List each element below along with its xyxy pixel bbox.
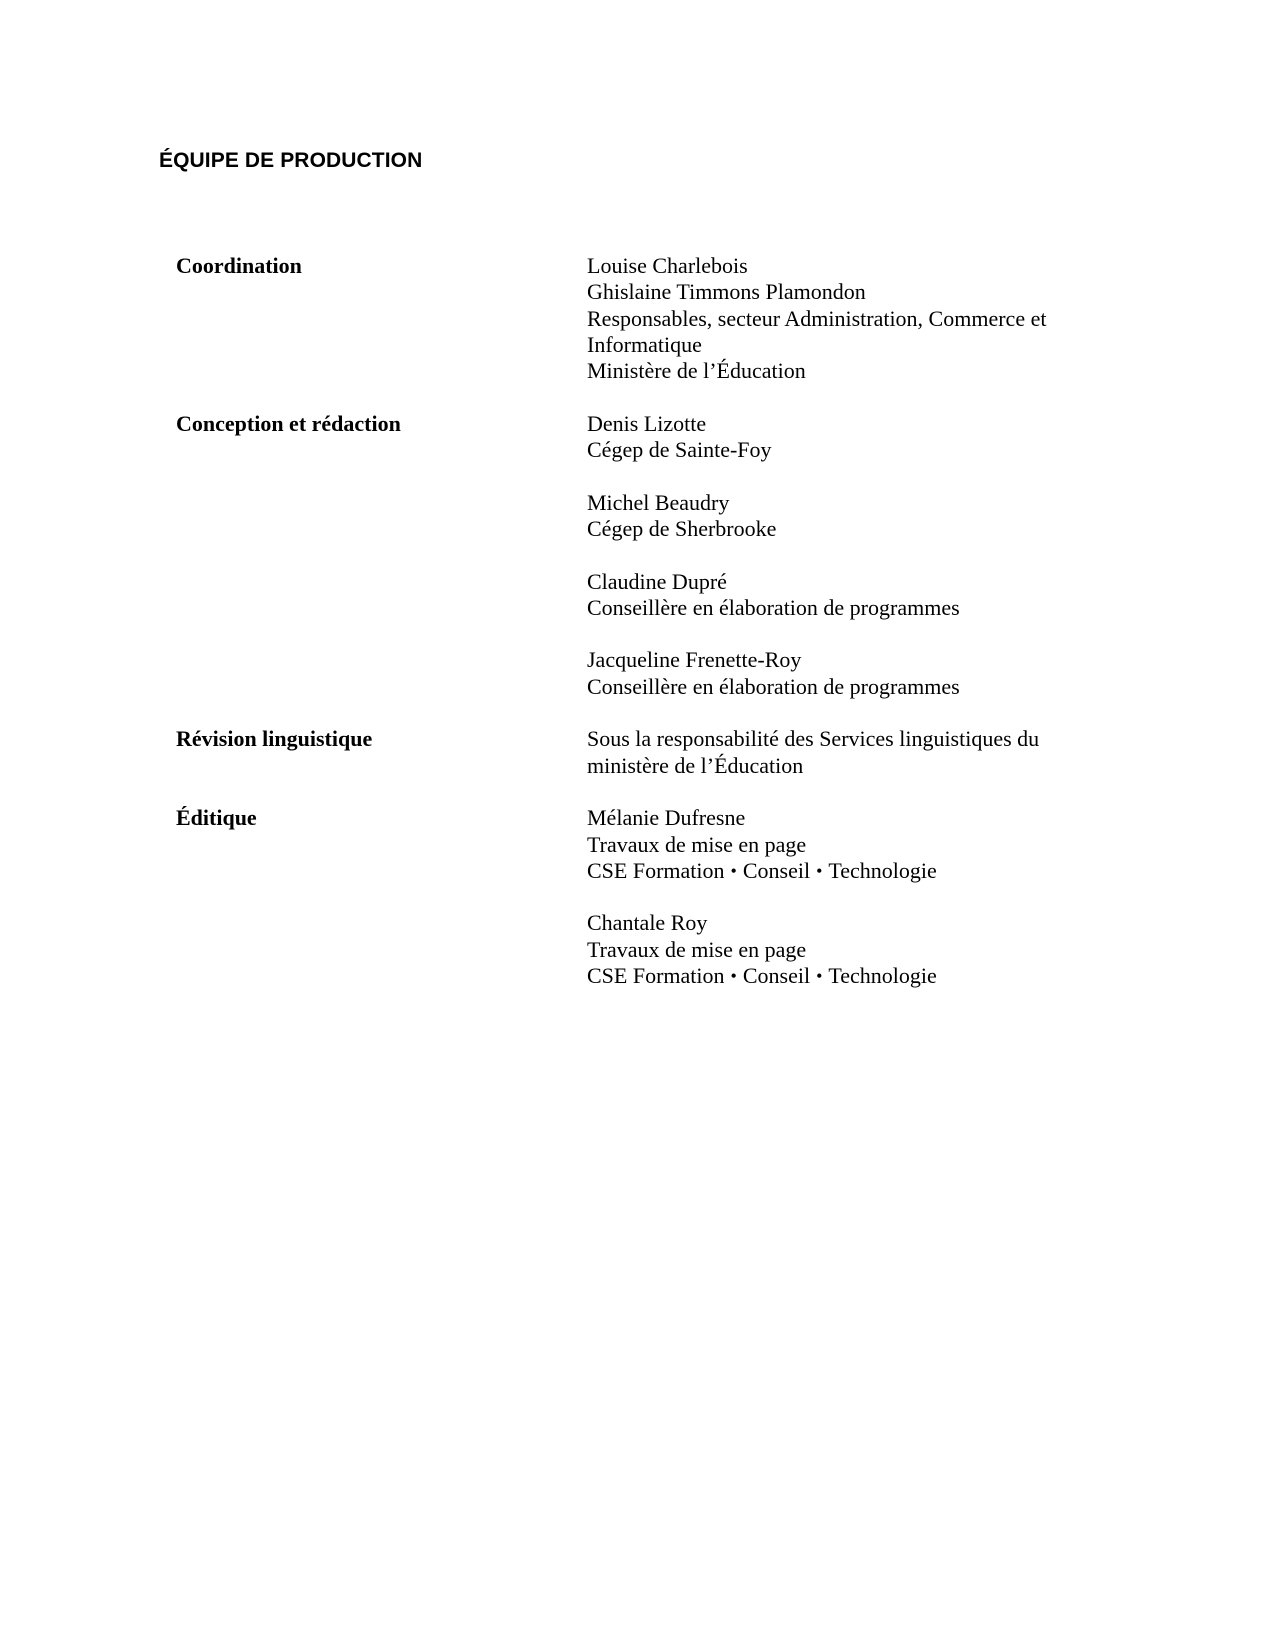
credit-entries bbox=[587, 253, 1096, 384]
person-name: Mélanie Dufresne bbox=[587, 805, 746, 831]
bullet-separator: • bbox=[730, 860, 737, 881]
credit-entry bbox=[587, 411, 1096, 464]
credit-entries bbox=[587, 805, 1096, 989]
credit-section-editique bbox=[176, 805, 1096, 989]
person-name: Chantale Roy bbox=[587, 910, 708, 936]
page-title: ÉQUIPE DE PRODUCTION bbox=[159, 149, 423, 172]
org-part: Technologie bbox=[828, 857, 937, 883]
role-label: Éditique bbox=[176, 805, 257, 831]
person-name: Jacqueline Frenette-Roy bbox=[587, 647, 802, 673]
credit-section-conception bbox=[176, 411, 1096, 700]
organization-line bbox=[587, 858, 1096, 884]
organization-line bbox=[587, 963, 1096, 989]
org-part: Conseil bbox=[742, 857, 811, 883]
person-name: Denis Lizotte bbox=[587, 410, 707, 436]
bullet-separator: • bbox=[730, 966, 737, 987]
org-part: Conseil bbox=[742, 963, 811, 989]
role-label: Conception et rédaction bbox=[176, 410, 401, 436]
credit-entry bbox=[587, 726, 1096, 779]
person-name: Louise Charlebois bbox=[587, 253, 748, 278]
affiliation-line: Ministère de l’Éducation bbox=[587, 358, 806, 384]
credit-entry bbox=[587, 805, 1096, 884]
org-part: CSE Formation bbox=[587, 963, 725, 989]
affiliation-line: Responsables, secteur Administration, Commerce et Informatique bbox=[587, 305, 1047, 357]
credit-entry bbox=[587, 569, 1096, 622]
credit-section-coordination bbox=[176, 253, 1096, 384]
person-name: Michel Beaudry bbox=[587, 489, 730, 515]
bullet-separator: • bbox=[816, 966, 823, 987]
affiliation-line: Conseillère en élaboration de programmes bbox=[587, 673, 960, 699]
credit-entry bbox=[587, 253, 1096, 384]
credit-entry bbox=[587, 910, 1096, 989]
bullet-separator: • bbox=[816, 860, 823, 881]
role-label: Révision linguistique bbox=[176, 726, 373, 752]
credit-entries bbox=[587, 411, 1096, 700]
credit-entry bbox=[587, 647, 1096, 700]
affiliation-line: Cégep de Sainte-Foy bbox=[587, 437, 772, 463]
affiliation-line: Cégep de Sherbrooke bbox=[587, 515, 777, 541]
affiliation-line: Conseillère en élaboration de programmes bbox=[587, 594, 960, 620]
org-part: CSE Formation bbox=[587, 857, 725, 883]
credits-list bbox=[176, 253, 1096, 1016]
org-part: Technologie bbox=[828, 963, 937, 989]
affiliation-line: Travaux de mise en page bbox=[587, 936, 807, 962]
credit-entries bbox=[587, 726, 1096, 779]
role-label: Coordination bbox=[176, 253, 302, 278]
person-name: Ghislaine Timmons Plamondon bbox=[587, 279, 866, 305]
affiliation-line: Travaux de mise en page bbox=[587, 831, 807, 857]
credit-entry bbox=[587, 490, 1096, 543]
affiliation-line: Sous la responsabilité des Services linguistiques du ministère de l’Éducation bbox=[587, 726, 1040, 778]
person-name: Claudine Dupré bbox=[587, 568, 727, 594]
credit-section-revision bbox=[176, 726, 1096, 779]
